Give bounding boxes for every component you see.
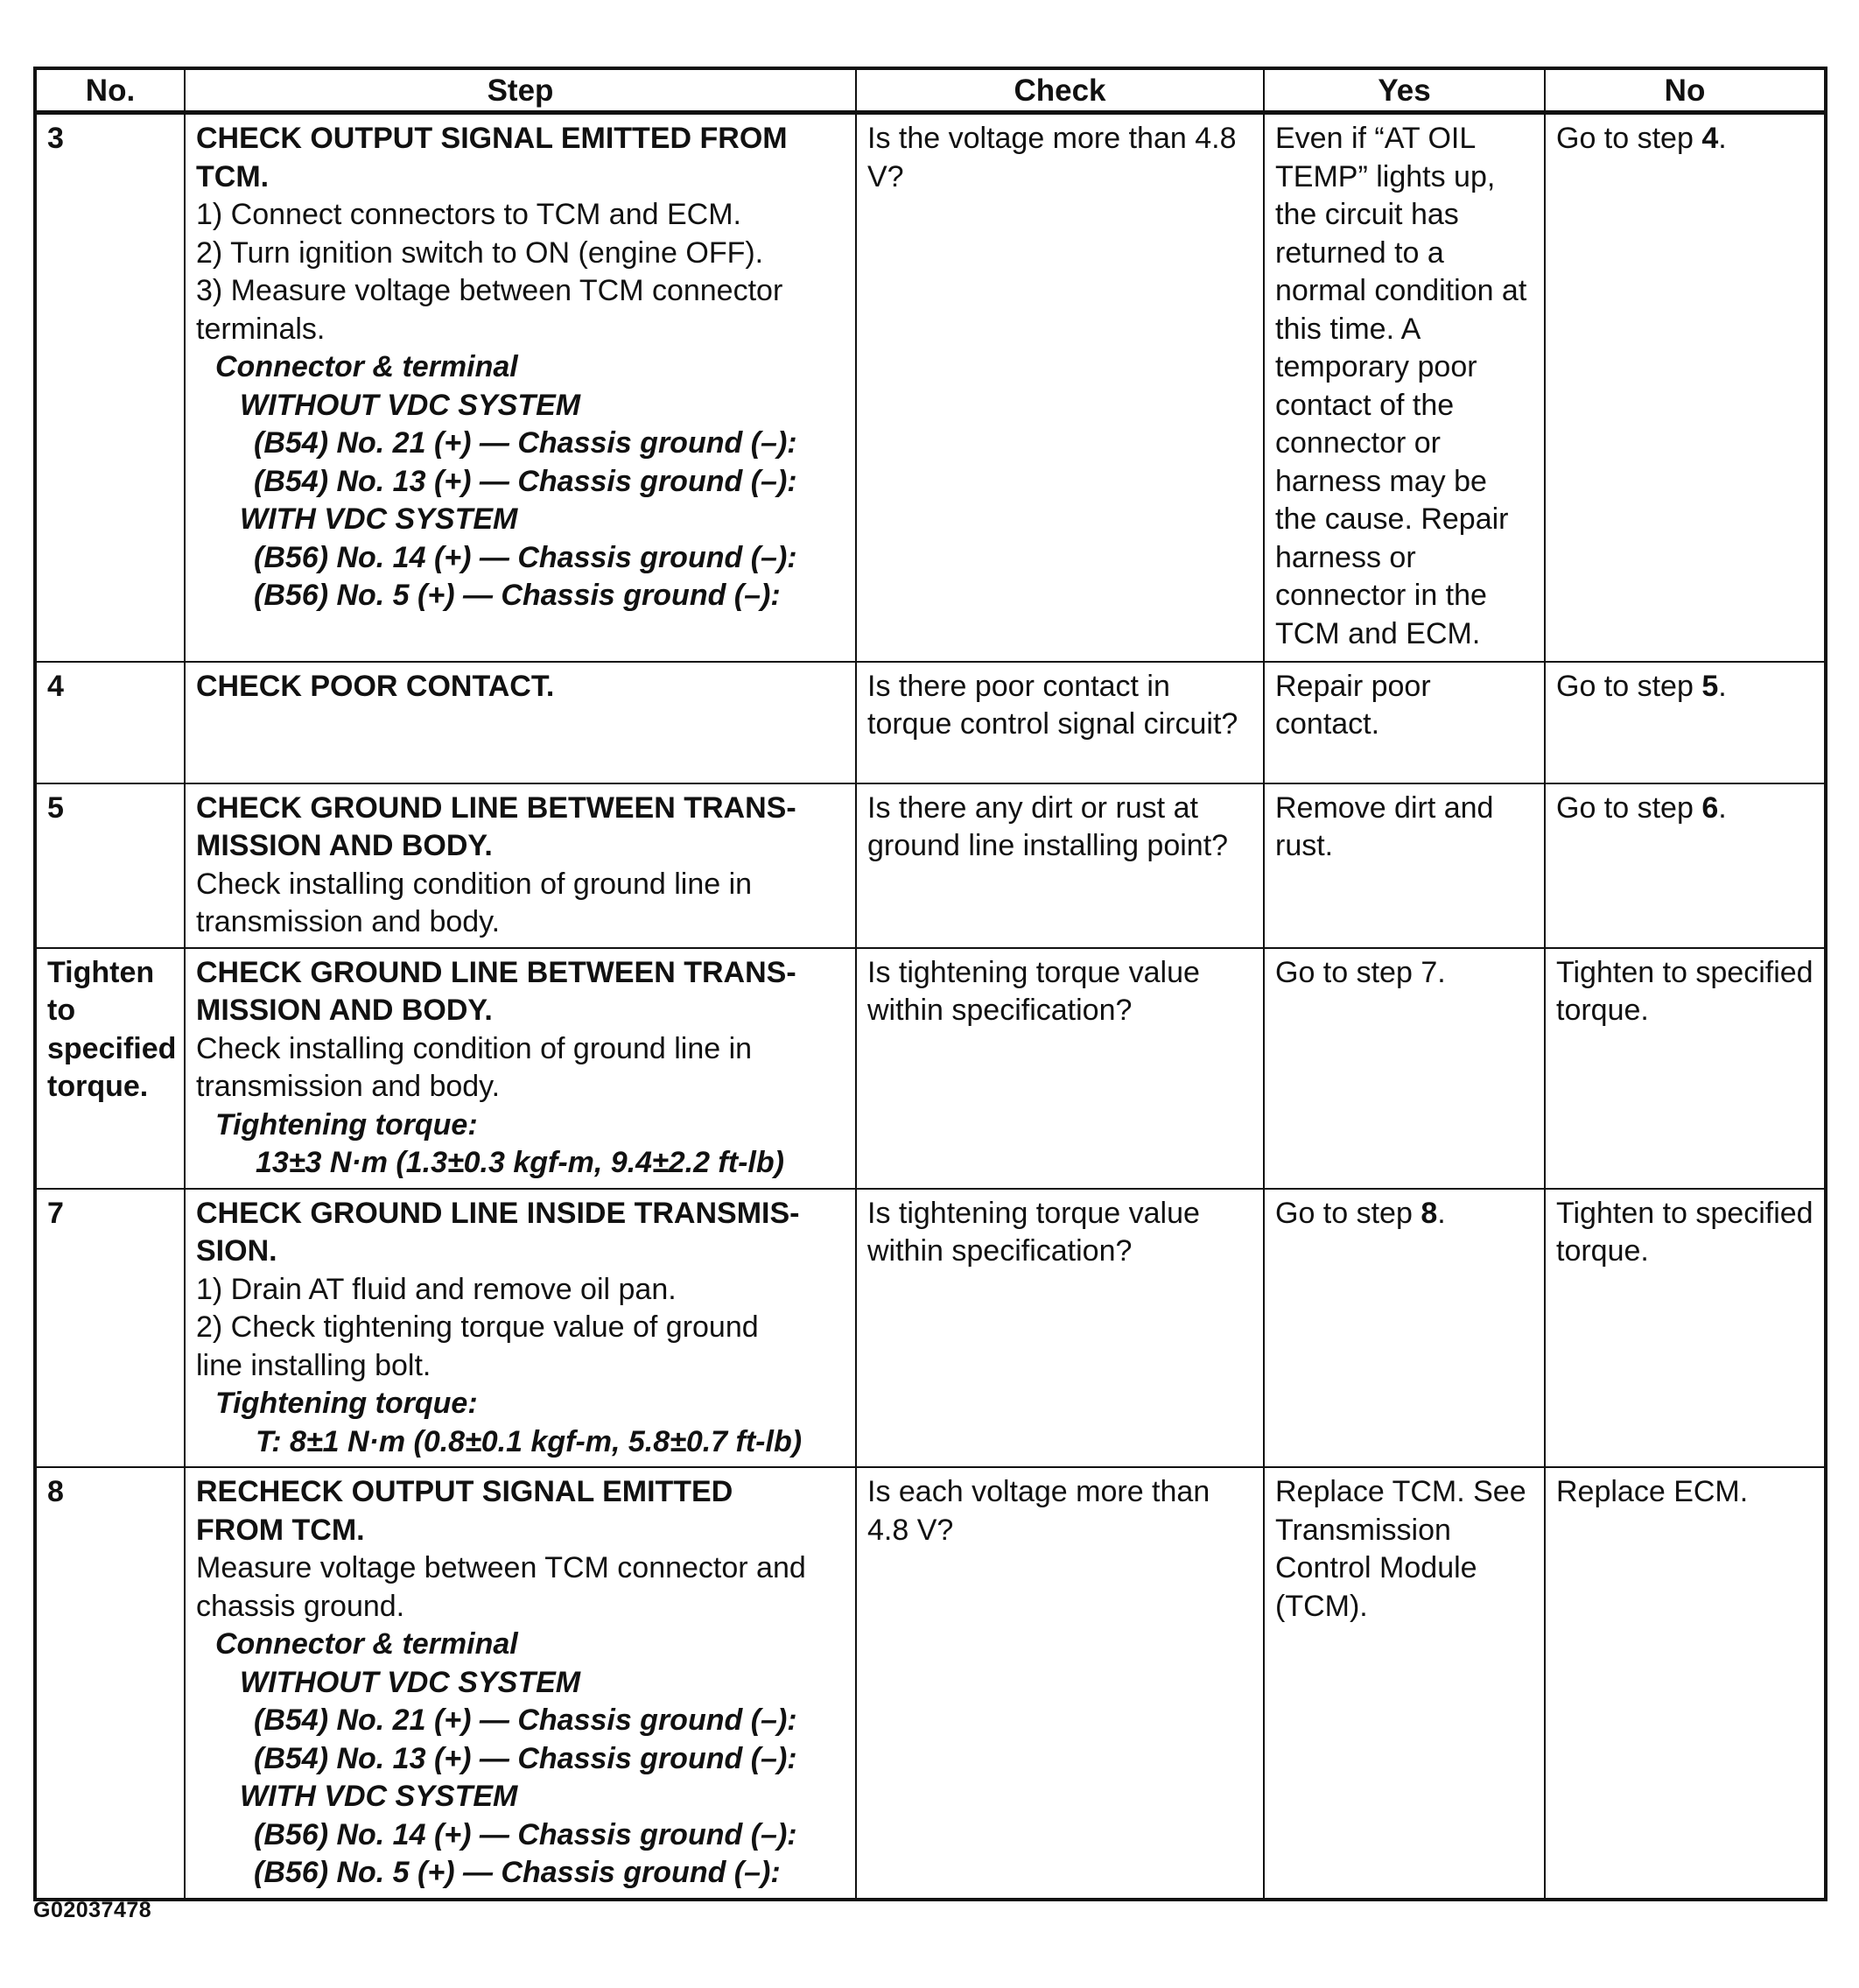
step-reference: 8 [1421, 1196, 1438, 1230]
step-number: 5 [35, 783, 185, 948]
yes-text: Remove dirt and rust. [1275, 790, 1494, 862]
spec-subheading: WITHOUT VDC SYSTEM [240, 388, 581, 422]
step-title: CHECK GROUND LINE BETWEEN TRANS- [196, 955, 796, 989]
yes-cell [1264, 948, 1545, 1189]
header-check: Check [856, 68, 1264, 113]
yes-text: Replace TCM. See Transmission Control Module (TCM). [1275, 1475, 1526, 1623]
table-row [35, 1467, 1826, 1900]
step-cell [185, 662, 856, 783]
table-row [35, 783, 1826, 948]
check-cell [856, 113, 1264, 662]
no-cell [1545, 948, 1826, 1189]
step-number: Tighten to specified torque. [35, 948, 185, 1189]
no-text: Tighten to specified torque. [1556, 955, 1813, 1027]
check-text: Is each voltage more than 4.8 V? [867, 1475, 1210, 1547]
yes-text: Go to step [1275, 1196, 1413, 1230]
spec-value: (B56) No. 14 (+) — Chassis ground (–): [254, 1817, 797, 1851]
step-title: MISSION AND BODY. [196, 994, 493, 1027]
check-text: Is there any dirt or rust at ground line installing point? [867, 790, 1229, 862]
step-text: 2) Check tightening torque value of ground [196, 1310, 759, 1344]
no-text: Go to step [1556, 669, 1694, 703]
diagnostic-table [33, 67, 1827, 1901]
spec-label: Tightening torque: [215, 1107, 478, 1142]
step-text: Measure voltage between TCM connector and [196, 1551, 806, 1584]
step-title: RECHECK OUTPUT SIGNAL EMITTED [196, 1475, 733, 1508]
no-cell [1545, 662, 1826, 783]
yes-text: Go to step 7. [1275, 955, 1446, 989]
yes-cell [1264, 1467, 1545, 1900]
no-text: Go to step [1556, 790, 1694, 825]
yes-cell [1264, 1189, 1545, 1468]
check-cell [856, 662, 1264, 783]
step-text: terminals. [196, 312, 326, 346]
spec-label: Connector & terminal [215, 350, 518, 383]
no-text: Tighten to specified torque. [1556, 1196, 1813, 1268]
step-text: transmission and body. [196, 905, 501, 938]
step-number: 8 [35, 1467, 185, 1900]
check-cell [856, 783, 1264, 948]
spec-value: (B56) No. 14 (+) — Chassis ground (–): [254, 540, 797, 574]
step-title: CHECK POOR CONTACT. [196, 669, 555, 703]
no-cell [1545, 113, 1826, 662]
step-cell [185, 783, 856, 948]
spec-subheading: WITH VDC SYSTEM [240, 1780, 518, 1813]
spec-value: (B56) No. 5 (+) — Chassis ground (–): [254, 579, 781, 612]
step-title: TCM. [196, 159, 270, 193]
step-title: SION. [196, 1234, 277, 1268]
check-cell [856, 1467, 1264, 1900]
step-text: 3) Measure voltage between TCM connector [196, 274, 783, 307]
step-text: 2) Turn ignition switch to ON (engine OFF). [196, 235, 764, 270]
step-cell [185, 113, 856, 662]
step-cell [185, 1189, 856, 1468]
check-cell [856, 948, 1264, 1189]
table-row [35, 113, 1826, 662]
step-title: FROM TCM. [196, 1513, 365, 1547]
step-cell [185, 948, 856, 1189]
header-no: No. [35, 68, 185, 113]
check-text: Is the voltage more than 4.8 V? [867, 122, 1237, 193]
spec-subheading: WITHOUT VDC SYSTEM [240, 1665, 581, 1699]
spec-subheading: WITH VDC SYSTEM [240, 502, 518, 536]
header-row [35, 68, 1826, 113]
step-title: CHECK GROUND LINE INSIDE TRANSMIS- [196, 1196, 800, 1230]
step-reference: 4 [1701, 122, 1719, 155]
check-text: Is there poor contact in torque control signal circuit? [867, 669, 1238, 741]
yes-text: Repair poor contact. [1275, 669, 1431, 741]
step-number: 7 [35, 1189, 185, 1468]
yes-cell [1264, 662, 1545, 783]
yes-cell [1264, 783, 1545, 948]
step-text: line installing bolt. [196, 1348, 431, 1382]
step-title: CHECK GROUND LINE BETWEEN TRANS- [196, 790, 796, 825]
step-text: chassis ground. [196, 1589, 405, 1623]
step-text: Check installing condition of ground line in [196, 867, 753, 901]
header-no-result: No [1545, 68, 1826, 113]
step-number: 4 [35, 662, 185, 783]
check-cell [856, 1189, 1264, 1468]
spec-label: Connector & terminal [215, 1627, 518, 1661]
step-text: 1) Connect connectors to TCM and ECM. [196, 198, 741, 231]
step-title: MISSION AND BODY. [196, 829, 493, 862]
spec-value: 13±3 N·m (1.3±0.3 kgf-m, 9.4±2.2 ft-lb) [256, 1146, 784, 1179]
header-yes: Yes [1264, 68, 1545, 113]
no-cell [1545, 1467, 1826, 1900]
spec-value: (B54) No. 21 (+) — Chassis ground (–): [254, 426, 797, 460]
no-cell [1545, 1189, 1826, 1468]
spec-value: (B54) No. 13 (+) — Chassis ground (–): [254, 464, 797, 498]
spec-label: Tightening torque: [215, 1387, 478, 1420]
table-row [35, 662, 1826, 783]
figure-id: G02037478 [33, 1898, 152, 1922]
step-title: CHECK OUTPUT SIGNAL EMITTED FROM [196, 122, 788, 155]
spec-value: T: 8±1 N·m (0.8±0.1 kgf-m, 5.8±0.7 ft-lb) [256, 1424, 803, 1458]
check-text: Is tightening torque value within specification? [867, 955, 1200, 1027]
step-text: Check installing condition of ground line in [196, 1031, 753, 1065]
yes-text: Even if “AT OIL TEMP” lights up, the circuit has returned to a normal condition at this time. A temporary poor contact of the connector or harness may be the cause. Repair harness or connector in the TCM and ECM. [1275, 122, 1527, 650]
step-reference: 5 [1701, 669, 1719, 703]
spec-value: (B56) No. 5 (+) — Chassis ground (–): [254, 1856, 781, 1889]
yes-cell [1264, 113, 1545, 662]
no-text: Go to step [1556, 122, 1694, 155]
header-step: Step [185, 68, 856, 113]
no-text-end: . [1718, 669, 1727, 703]
step-number: 3 [35, 113, 185, 662]
check-text: Is tightening torque value within specification? [867, 1196, 1200, 1268]
table-row [35, 948, 1826, 1189]
step-text: 1) Drain AT fluid and remove oil pan. [196, 1272, 677, 1306]
no-text: Replace ECM. [1556, 1475, 1749, 1508]
no-cell [1545, 783, 1826, 948]
step-text: transmission and body. [196, 1070, 501, 1103]
no-text-end: . [1718, 790, 1727, 825]
yes-text-end: . [1437, 1196, 1446, 1230]
table-row [35, 1189, 1826, 1468]
spec-value: (B54) No. 13 (+) — Chassis ground (–): [254, 1741, 797, 1775]
step-reference: 6 [1701, 790, 1719, 825]
step-cell [185, 1467, 856, 1900]
spec-value: (B54) No. 21 (+) — Chassis ground (–): [254, 1703, 797, 1737]
no-text-end: . [1718, 122, 1727, 155]
